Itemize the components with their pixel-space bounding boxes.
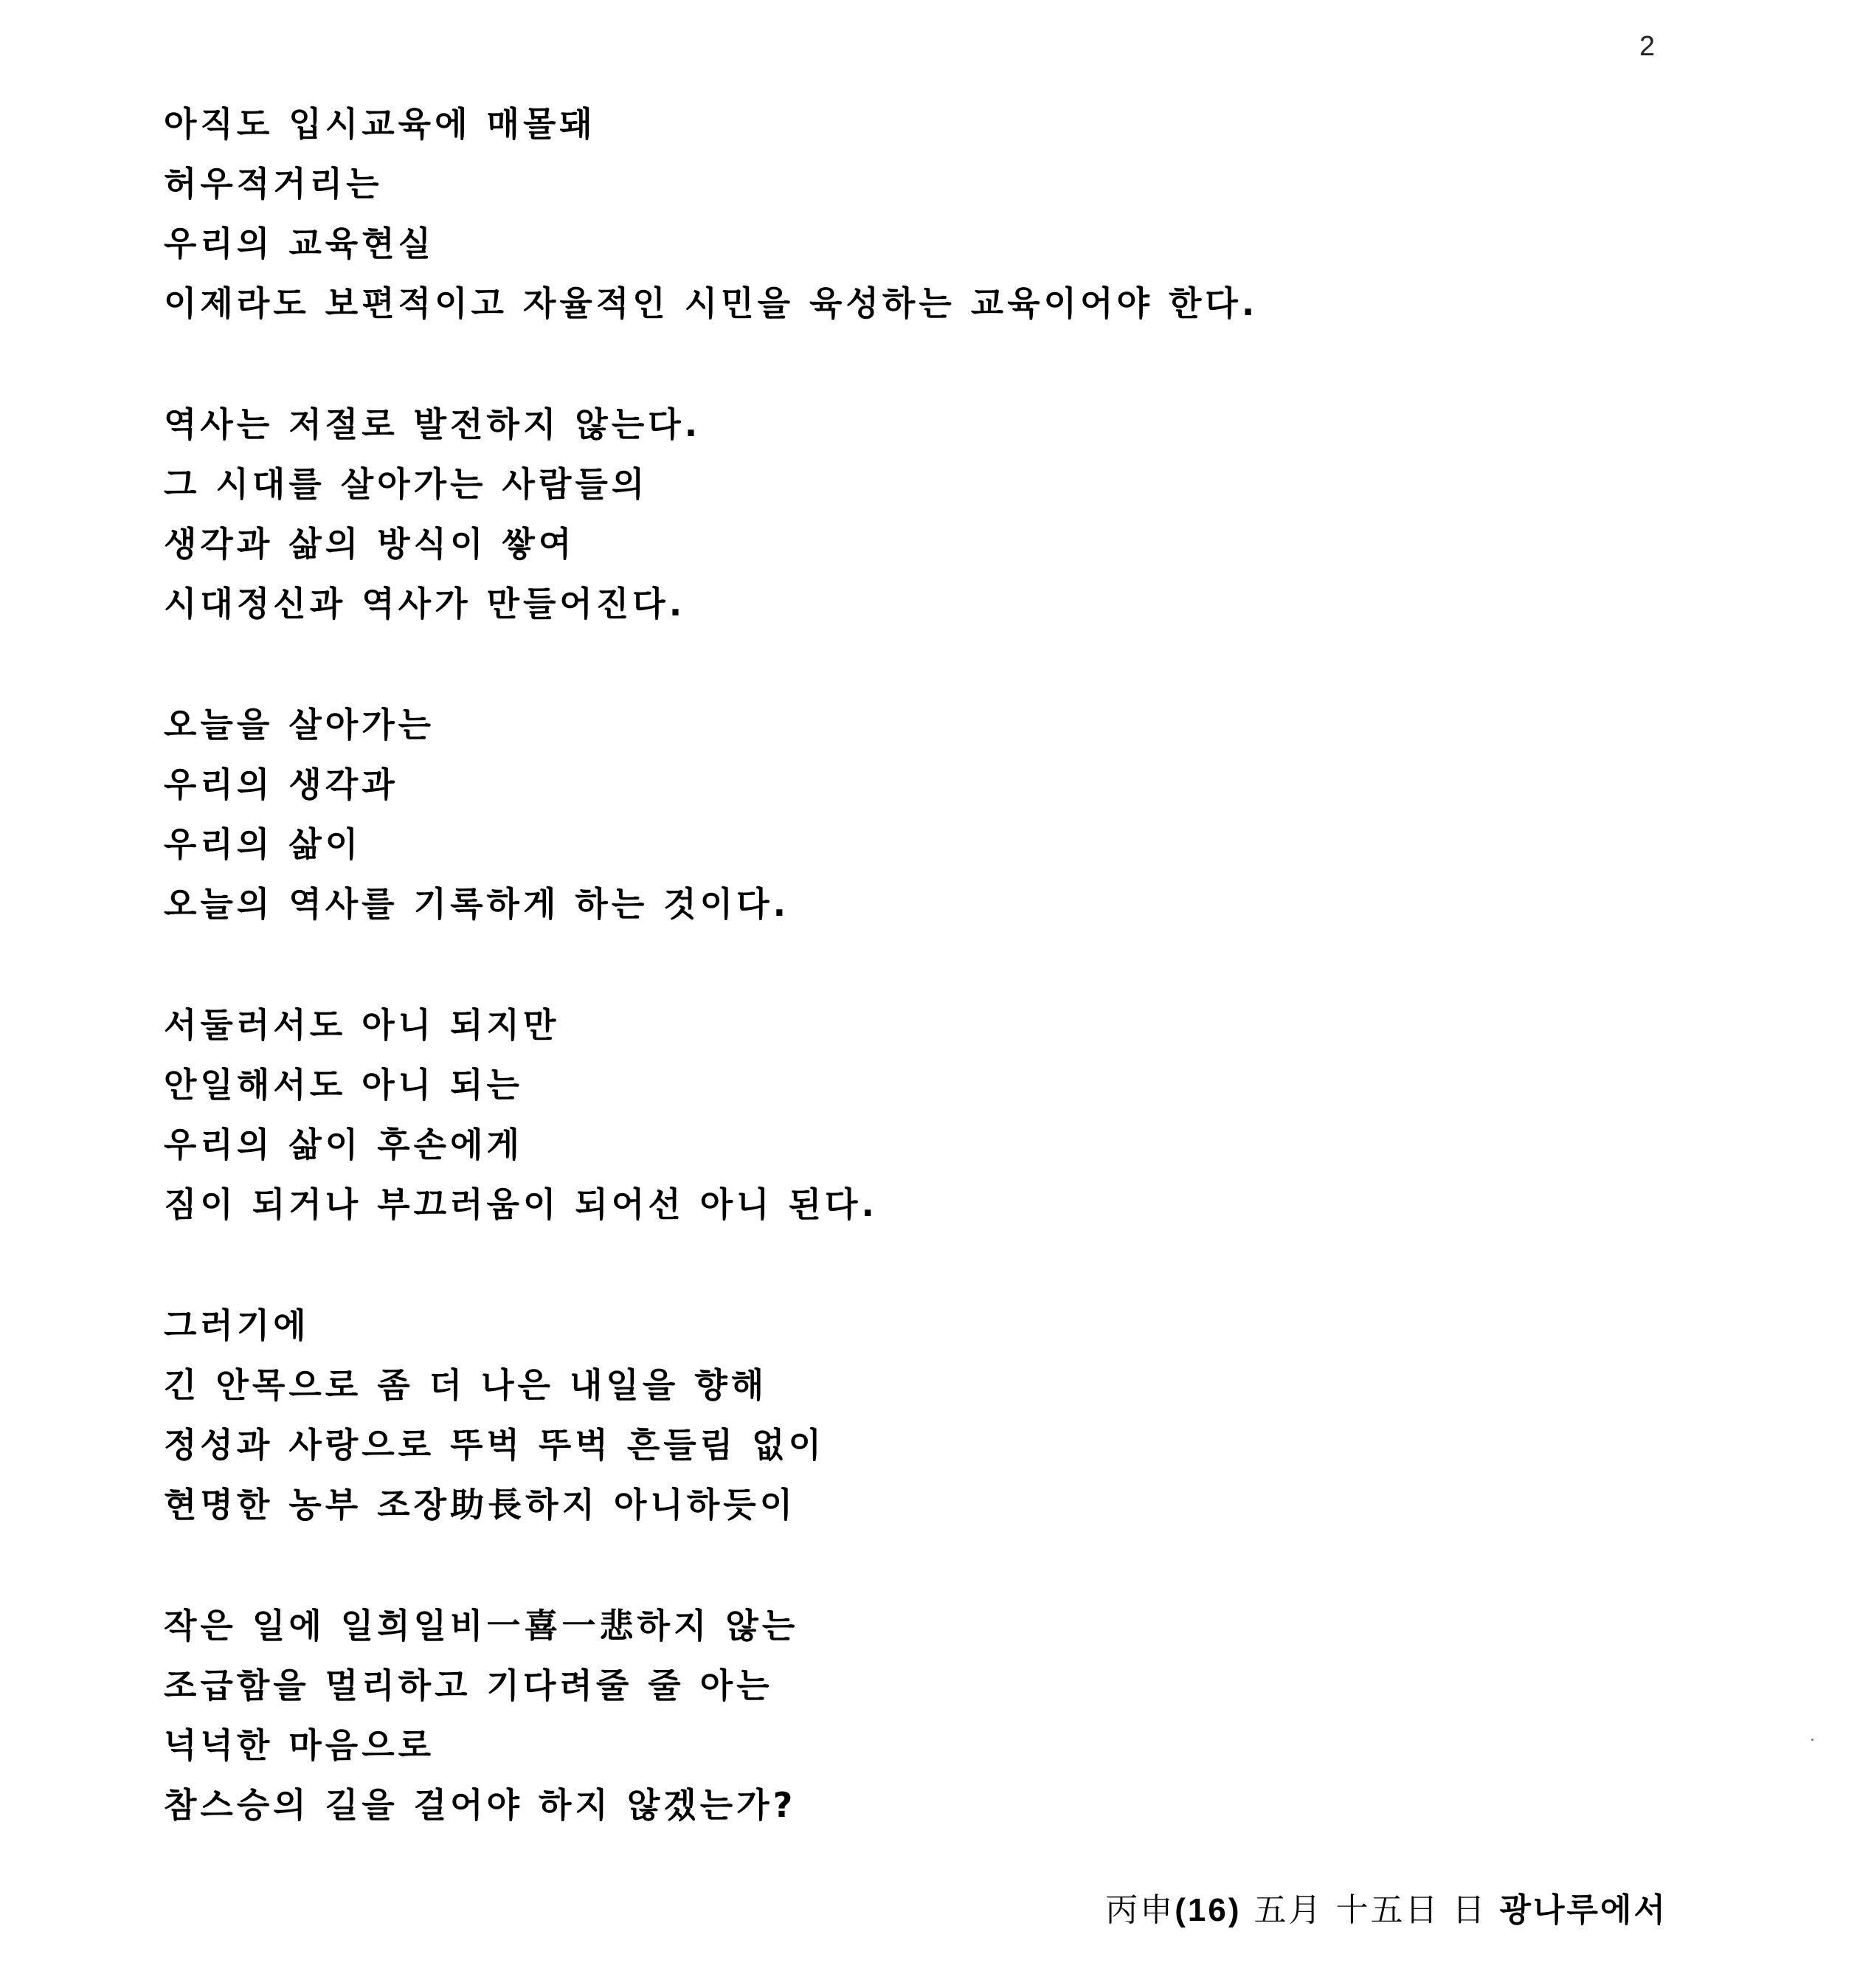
- stanza: [164, 995, 1713, 1235]
- stanza: [164, 1596, 1713, 1835]
- dateline-place: 광나루에서: [1499, 1891, 1667, 1929]
- poem-line: 정성과 사랑으로 뚜벅 뚜벅 흔들림 없이: [164, 1425, 826, 1465]
- poem-line: 우리의 삶이: [164, 824, 362, 864]
- stanza: [164, 695, 1713, 934]
- poem-line: 오늘을 살아가는: [164, 705, 435, 745]
- dateline-date: 五月 十五日 日: [1253, 1891, 1487, 1929]
- poem-line: 짐이 되거나 부끄러움이 되어선 아니 된다.: [164, 1184, 878, 1224]
- poem-line: 현명한 농부 조장助長하지 아니하듯이: [164, 1485, 797, 1525]
- scan-speck: [1811, 1739, 1813, 1741]
- poem-line: 이제라도 보편적이고 자율적인 시민을 육성하는 교육이어야 한다.: [164, 283, 1259, 323]
- poem-line: 조급함을 멀리하고 기다려줄 줄 아는: [164, 1666, 773, 1705]
- dateline-year-number: (16): [1175, 1892, 1242, 1928]
- poem-body: [164, 94, 1713, 1896]
- stanza: [164, 1296, 1713, 1535]
- poem-line: 우리의 생각과: [164, 765, 398, 804]
- poem-line: 그러기에: [164, 1305, 310, 1345]
- poem-line: 역사는 저절로 발전하지 않는다.: [164, 404, 702, 444]
- poem-line: 참스승의 길을 걸어야 하지 않겠는가?: [164, 1785, 797, 1825]
- stanza: [164, 94, 1713, 334]
- poem-line: 생각과 삶의 방식이 쌓여: [164, 524, 575, 564]
- poem-line: 작은 일에 일희일비一喜一悲하지 않는: [164, 1606, 799, 1646]
- poem-line: 긴 안목으로 좀 더 나은 내일을 향해: [164, 1365, 768, 1405]
- poem-line: 시대정신과 역사가 만들어진다.: [164, 584, 686, 624]
- poem-line: 그 시대를 살아가는 사람들의: [164, 464, 649, 504]
- poem-line: 오늘의 역사를 기록하게 하는 것이다.: [164, 884, 790, 924]
- poem-line: 아직도 입시교육에 매몰돼: [164, 104, 596, 144]
- poem-line: 허우적거리는: [164, 164, 383, 204]
- dateline: [1105, 1883, 1667, 1930]
- stanza: [164, 395, 1713, 634]
- poem-line: 우리의 삶이 후손에게: [164, 1125, 523, 1164]
- poem-line: 넉넉한 마음으로: [164, 1725, 435, 1765]
- page-number: 2: [1639, 31, 1656, 62]
- dateline-year-prefix: 丙申: [1105, 1891, 1175, 1929]
- poem-line: 안일해서도 아니 되는: [164, 1065, 523, 1105]
- poem-line: 우리의 교육현실: [164, 224, 435, 263]
- poem-line: 서둘러서도 아니 되지만: [164, 1005, 560, 1045]
